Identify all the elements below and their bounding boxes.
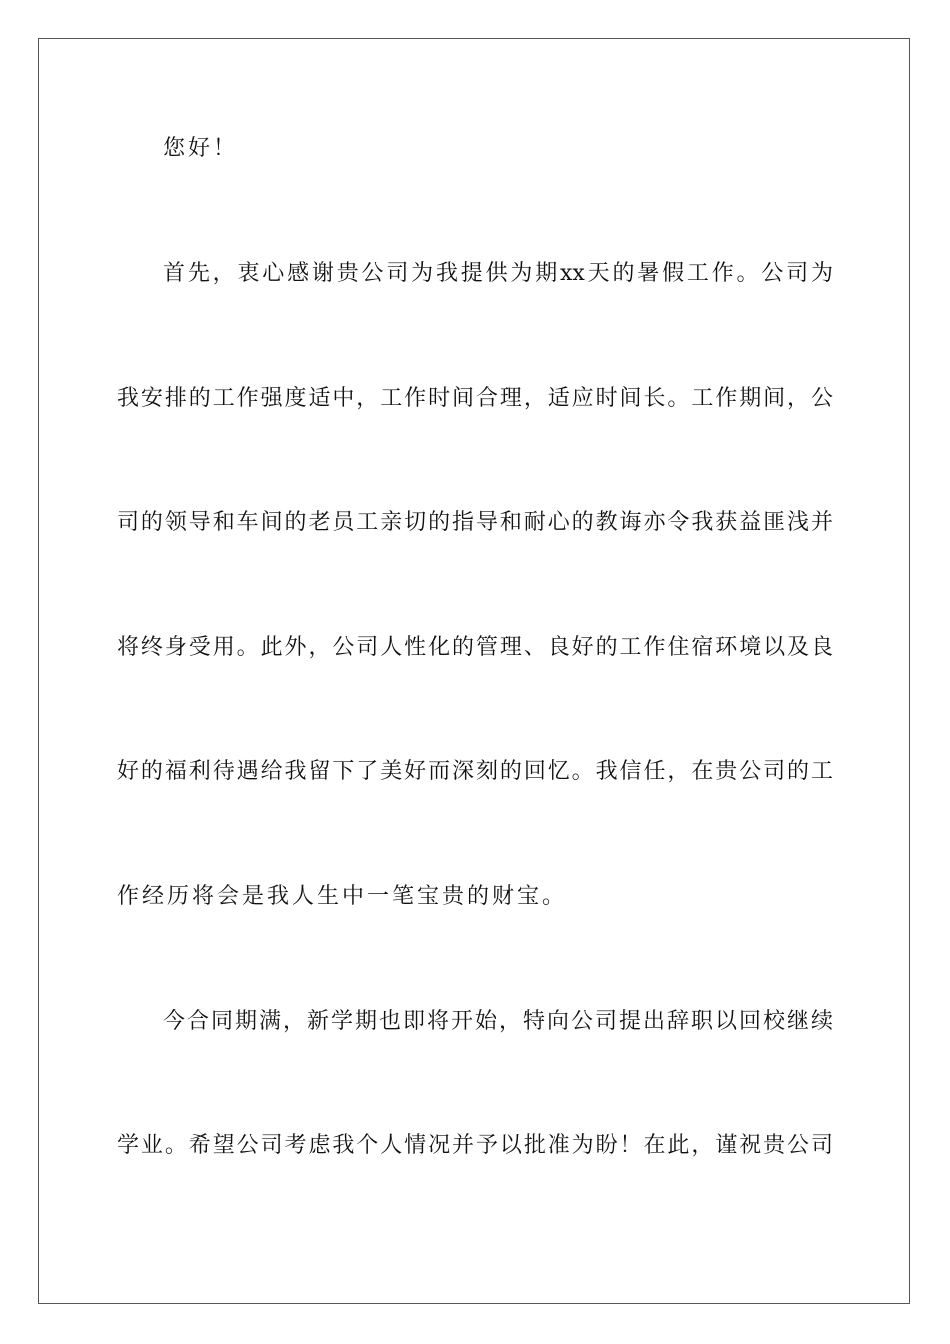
paragraph-2-line-2: 学业。希望公司考虑我个人情况并予以批准为盼！在此，谨祝贵公司 bbox=[117, 1133, 833, 1158]
paragraph-1-line-4: 将终身受用。此外，公司人性化的管理、良好的工作住宿环境以及良 bbox=[117, 635, 833, 660]
paragraph-1-line-3: 司的领导和车间的老员工亲切的指导和耐心的教诲亦令我获益匪浅并 bbox=[117, 510, 833, 535]
paragraph-1-line-2: 我安排的工作强度适中，工作时间合理，适应时间长。工作期间，公 bbox=[117, 386, 833, 411]
paragraph-1-line-5: 好的福利待遇给我留下了美好而深刻的回忆。我信任，在贵公司的工 bbox=[117, 759, 833, 784]
paragraph-1-line-6: 作经历将会是我人生中一笔宝贵的财宝。 bbox=[117, 884, 568, 909]
greeting-text: 您好！ bbox=[163, 136, 239, 161]
page-frame bbox=[38, 38, 910, 1304]
paragraph-1-line-1: 首先，衷心感谢贵公司为我提供为期xx天的暑假工作。公司为 bbox=[163, 261, 833, 286]
paragraph-2-line-1: 今合同期满，新学期也即将开始，特向公司提出辞职以回校继续 bbox=[163, 1009, 833, 1034]
